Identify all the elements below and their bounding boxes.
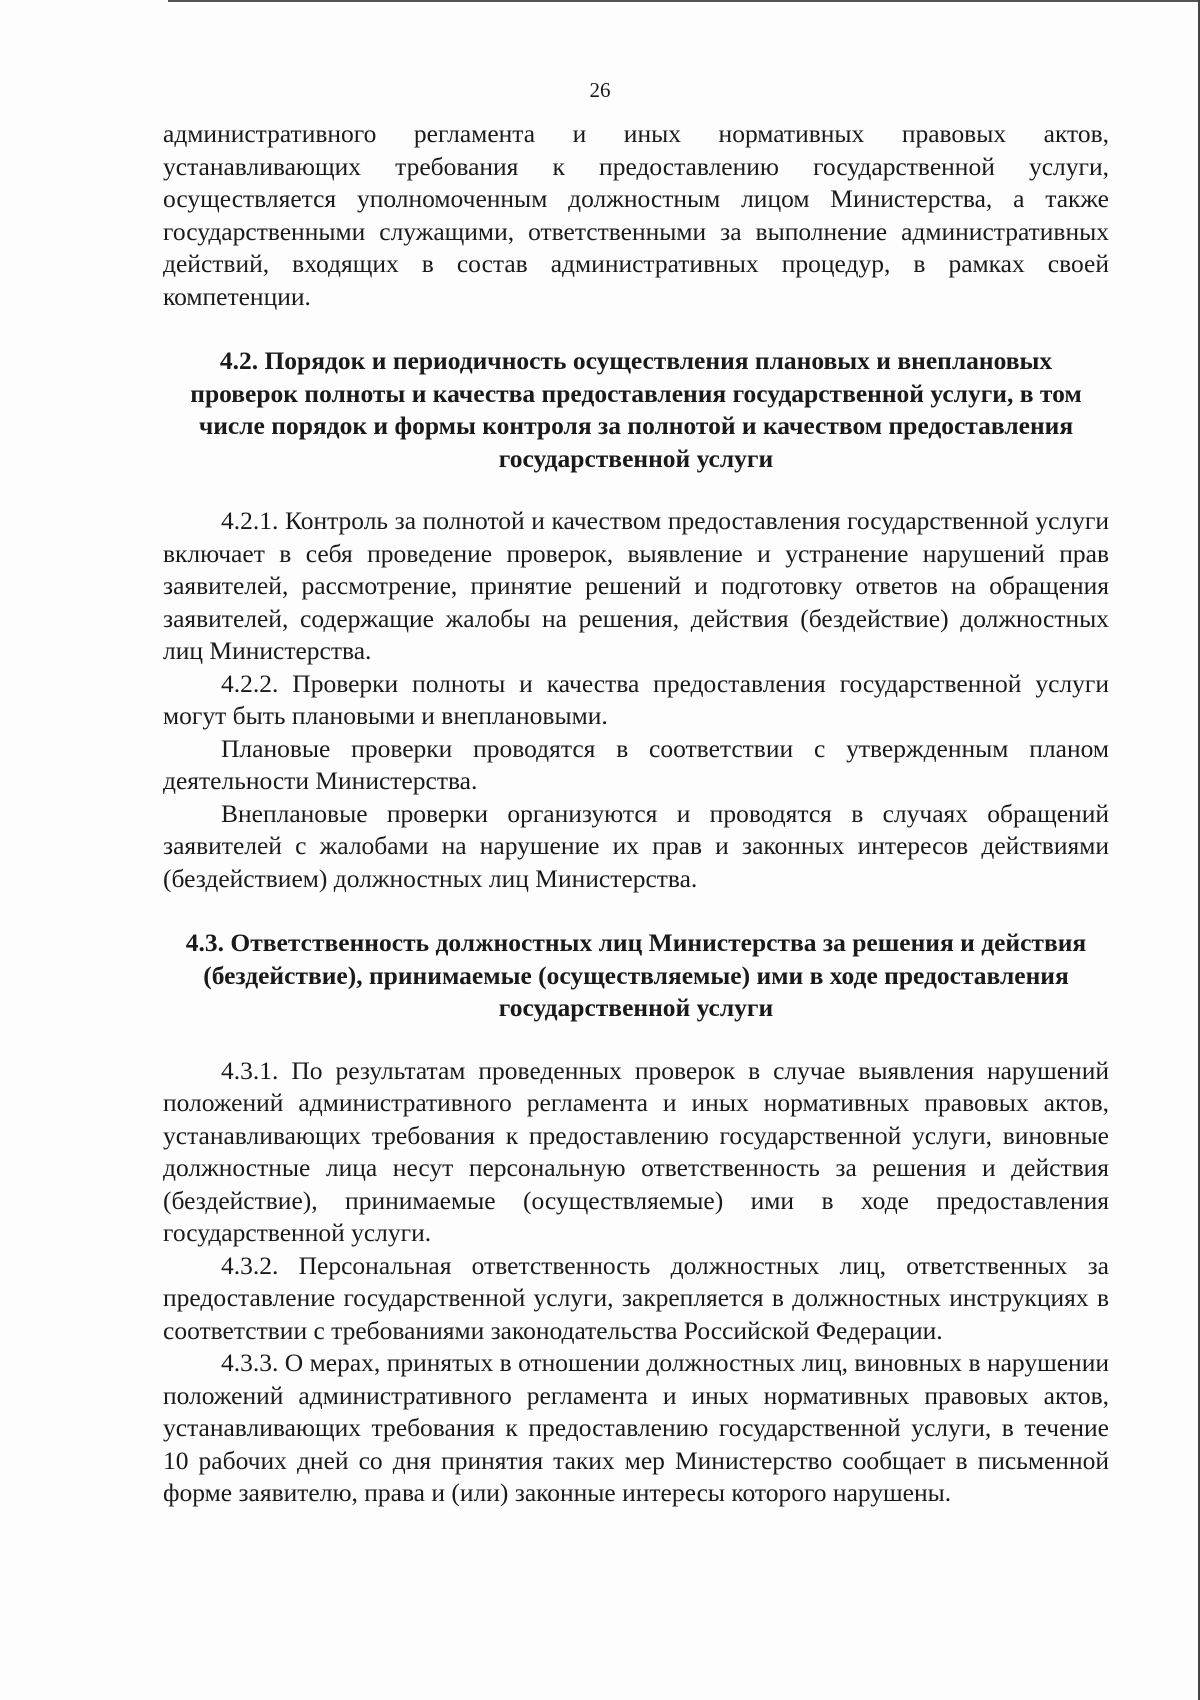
paragraph-4-3-2: 4.3.2. Персональная ответственность должностных лиц, ответственных за предоставление государственной услуги, закрепляется в должностных инструкциях в соответствии с требованиями законодательства Российской Федерации. [163, 1250, 1109, 1345]
section-heading-4-3: 4.3. Ответственность должностных лиц Министерства за решения и действия (бездействие), принимаемые (осуществляемые) ими в ходе предоставления государственной услуги [185, 928, 1087, 1022]
paragraph-4-3-3: 4.3.3. О мерах, принятых в отношении должностных лиц, виновных в нарушении положений административного регламента и иных нормативных правовых актов, устанавливающих требования к предоставлению государственной услуги, в течение 10 рабочих дней со дня принятия таких мер Министерство сообщает в письменной форме заявителю, права и (или) законные интересы которого нарушены. [163, 1348, 1109, 1507]
paragraph-4-3-1: 4.3.1. По результатам проведенных проверок в случае выявления нарушений положений административного регламента и иных нормативных правовых актов, устанавливающих требования к предоставлению государственной услуги, виновные должностные лица несут персональную ответственность за решения и действия (бездействие), принимаемые (осуществляемые) ими в ходе предоставления государственной услуги. [163, 1055, 1109, 1247]
spacer [163, 895, 1109, 927]
paragraph-planned-checks: Плановые проверки проводятся в соответствии с утвержденным планом деятельности Министерства. [163, 733, 1109, 795]
scan-top-edge [168, 0, 1200, 2]
spacer [163, 313, 1109, 345]
paragraph-intro: административного регламента и иных нормативных правовых актов, устанавливающих требования к предоставлению государственной услуги, осуществляется уполномоченным должностным лицом Министерства, а также государственными служащими, ответственными за выполнение административных действий, входящих в состав административных процедур, в рамках своей компетенции. [163, 119, 1109, 311]
paragraph-4-2-1: 4.2.1. Контроль за полнотой и качеством предоставления государственной услуги включает в себя проведение проверок, выявление и устранение нарушений прав заявителей, рассмотрение, принятие решений и подготовку ответов на обращения заявителей, содержащие жалобы на решения, действия (бездействие) должностных лиц Министерства. [163, 506, 1109, 665]
paragraph-unplanned-checks: Внеплановые проверки организуются и проводятся в случаях обращений заявителей с жалобами на нарушение их прав и законных интересов действиями (бездействием) должностных лиц Министерства. [163, 798, 1109, 893]
page-number: 26 [589, 78, 611, 102]
spacer [163, 475, 1109, 505]
spacer [163, 1025, 1109, 1055]
document-body [163, 118, 1109, 1510]
section-heading-4-2: 4.2. Порядок и периодичность осуществления плановых и внеплановых проверок полноты и качества предоставления государственной услуги, в том числе порядок и формы контроля за полнотой и качеством предоставления государственной услуги [190, 346, 1082, 473]
paragraph-4-2-2: 4.2.2. Проверки полноты и качества предоставления государственной услуги могут быть плановыми и внеплановыми. [163, 668, 1109, 730]
